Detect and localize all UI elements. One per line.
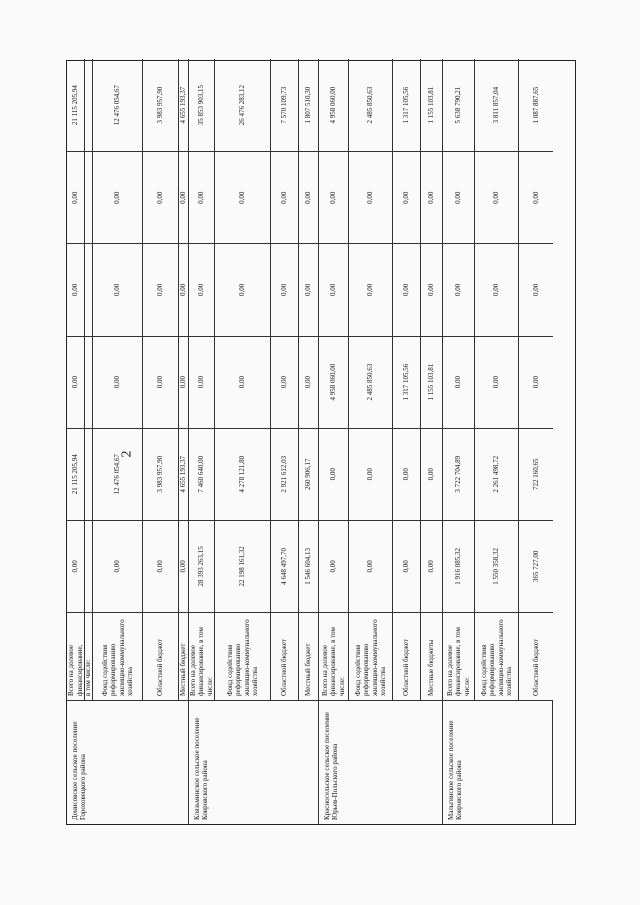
table-row — [143, 59, 179, 700]
value-cell: 0,00 — [179, 151, 188, 243]
value-cell: 2 485 850,63 — [349, 336, 392, 428]
table-row — [519, 59, 553, 700]
table-row — [349, 59, 393, 700]
row-label: Фонд содействия реформированию жилищно-коммунального хозяйства — [349, 612, 392, 700]
value-cell: 0,00 — [443, 243, 474, 335]
value-cell: 0,00 — [67, 520, 84, 612]
value-cell: 0,00 — [319, 428, 348, 520]
value-cell: 365 727,00 — [519, 520, 553, 612]
value-cell: 35 853 903,15 — [197, 84, 206, 126]
value-cell — [85, 243, 92, 335]
value-cell — [85, 428, 92, 520]
value-cell: 0,00 — [271, 151, 298, 243]
value-cell: 0,00 — [319, 151, 348, 243]
value-cell: 0,00 — [67, 336, 84, 428]
page-number: 2 — [119, 450, 135, 458]
value-cell: 0,00 — [143, 520, 178, 612]
value-cell: 0,00 — [143, 151, 178, 243]
value-cell: 1 317 105,56 — [393, 336, 420, 428]
table-row — [189, 59, 215, 700]
table-row — [299, 59, 319, 700]
value-cell: 0,00 — [349, 151, 392, 243]
value-cell: 0,00 — [393, 520, 420, 612]
value-cell: 0,00 — [519, 243, 553, 335]
value-cell: 26 476 283,12 — [238, 84, 247, 126]
value-cell: 0,00 — [421, 151, 442, 243]
value-cell: 2 921 612,03 — [271, 428, 298, 520]
value-cell: 0,00 — [319, 520, 348, 612]
value-cell: 0,00 — [393, 243, 420, 335]
settlement-name: Клязьминское сельское поселение Ковровского района — [189, 700, 319, 824]
value-cell: 7 570 109,73 — [280, 86, 289, 124]
table-row — [215, 59, 271, 700]
settlement-name: Мальгинское сельское поселение Ковровского района — [443, 700, 553, 824]
value-cell: 0,00 — [421, 520, 442, 612]
value-cell: 3 983 957,90 — [156, 86, 165, 124]
value-cell — [85, 520, 92, 612]
value-cell: 4 655 193,37 — [179, 428, 188, 520]
table-row — [179, 59, 189, 700]
value-cell: 21 115 205,94 — [71, 85, 80, 126]
value-cell: 3 722 704,89 — [443, 428, 474, 520]
value-cell: 1 087 887,65 — [531, 86, 540, 124]
value-cell: 0,00 — [421, 243, 442, 335]
value-cell: 12 476 054,67 — [93, 428, 142, 520]
table-row — [443, 59, 475, 700]
value-cell: 4 278 121,80 — [215, 428, 270, 520]
value-cell: 0,00 — [393, 428, 420, 520]
value-cell: 0,00 — [519, 336, 553, 428]
value-cell: 0,00 — [349, 520, 392, 612]
value-cell — [85, 336, 92, 428]
settlement-name: Денисовское сельское поселение Гороховецкого района — [67, 700, 189, 824]
value-cell: 0,00 — [93, 151, 142, 243]
value-cell: 4 958 060,00 — [329, 86, 338, 124]
value-cell: 1 155 103,81 — [421, 336, 442, 428]
value-cell: 0,00 — [143, 243, 178, 335]
value-cell: 0,00 — [299, 151, 318, 243]
value-cell: 12 476 054,67 — [113, 84, 122, 126]
value-cell: 0,00 — [393, 151, 420, 243]
value-cell: 1 317 105,56 — [402, 86, 411, 124]
value-cell: 0,00 — [475, 151, 518, 243]
settlement-name: Красносельское сельское поселение Юрьев-Польского района — [319, 700, 443, 824]
value-cell: 0,00 — [179, 243, 188, 335]
value-cell: 0,00 — [93, 243, 142, 335]
value-cell: 0,00 — [271, 336, 298, 428]
table-row — [67, 59, 85, 700]
value-cell: 1 155 103,81 — [427, 86, 436, 124]
value-cell: 0,00 — [475, 243, 518, 335]
value-cell: 0,00 — [271, 243, 298, 335]
value-cell: 3 983 957,90 — [143, 428, 178, 520]
value-cell: 7 460 640,00 — [189, 428, 214, 520]
value-cell: 22 198 161,32 — [215, 520, 270, 612]
value-cell: 0,00 — [299, 243, 318, 335]
value-cell: 1 550 358,32 — [475, 520, 518, 612]
value-cell: 0,00 — [189, 243, 214, 335]
value-cell: 0,00 — [443, 151, 474, 243]
value-cell: 260 906,17 — [299, 428, 318, 520]
table-row — [85, 59, 93, 700]
value-cell: 0,00 — [143, 336, 178, 428]
value-cell: 2 261 498,72 — [475, 428, 518, 520]
value-cell: 0,00 — [215, 243, 270, 335]
row-label: Фонд содействия реформированию жилищно-коммунального хозяйства — [93, 612, 142, 700]
value-cell: 0,00 — [349, 428, 392, 520]
table-row — [319, 59, 349, 700]
row-label: Всего на долевое финансирование, в том числе: — [319, 612, 348, 700]
row-label: Фонд содействия реформированию жилищно-коммунального хозяйства — [475, 612, 518, 700]
value-cell: 4 648 497,70 — [271, 520, 298, 612]
row-label: Областной бюджет — [271, 612, 298, 700]
table-row — [393, 59, 421, 700]
value-cell: 28 393 263,15 — [189, 520, 214, 612]
value-cell: 0,00 — [319, 243, 348, 335]
value-cell: 1 546 604,13 — [299, 520, 318, 612]
financing-table — [66, 60, 576, 825]
row-label: в том числе: — [85, 612, 92, 700]
value-cell: 0,00 — [519, 151, 553, 243]
row-label: Местный бюджет — [179, 612, 188, 700]
value-cell: 2 485 850,63 — [366, 86, 375, 124]
value-cell: 0,00 — [475, 336, 518, 428]
value-cell: 0,00 — [93, 520, 142, 612]
value-cell: 0,00 — [67, 151, 84, 243]
value-cell: 0,00 — [179, 520, 188, 612]
table-row — [271, 59, 299, 700]
value-cell: 1 807 510,30 — [304, 86, 313, 124]
row-label: Всего на долевое финансирование, в том числе: — [443, 612, 474, 700]
row-label: Областной бюджет — [519, 612, 553, 700]
value-cell — [85, 151, 92, 243]
value-cell: 0,00 — [215, 151, 270, 243]
table-row — [93, 59, 143, 700]
value-cell: 0,00 — [189, 151, 214, 243]
row-label: Всего на долевое финансирование, — [67, 612, 84, 700]
value-cell: 4 655 193,37 — [179, 86, 188, 124]
value-cell: 0,00 — [349, 243, 392, 335]
value-cell: 0,00 — [215, 336, 270, 428]
value-cell: 0,00 — [67, 243, 84, 335]
value-cell: 5 638 790,21 — [454, 86, 463, 124]
row-label: Местный бюджет — [299, 612, 318, 700]
table-row — [475, 59, 519, 700]
value-cell: 0,00 — [421, 428, 442, 520]
value-cell: 0,00 — [443, 336, 474, 428]
row-label: Областной бюджет — [393, 612, 420, 700]
value-cell: 21 115 205,94 — [67, 428, 84, 520]
value-cell — [85, 59, 92, 151]
row-label: Местные бюджеты — [421, 612, 442, 700]
value-cell: 0,00 — [189, 336, 214, 428]
value-cell: 3 811 857,04 — [492, 86, 501, 124]
value-cell: 0,00 — [179, 336, 188, 428]
value-cell: 722 160,65 — [519, 428, 553, 520]
value-cell: 0,00 — [93, 336, 142, 428]
value-cell: 4 958 060,00 — [319, 336, 348, 428]
row-label: Фонд содействия реформированию жилищно-коммунального хозяйства — [215, 612, 270, 700]
row-label: Областной бюджет — [143, 612, 178, 700]
table-row — [421, 59, 443, 700]
row-label: Всего на долевое финансирование, в том числе: — [189, 612, 214, 700]
value-cell: 0,00 — [299, 336, 318, 428]
value-cell: 1 916 085,32 — [443, 520, 474, 612]
